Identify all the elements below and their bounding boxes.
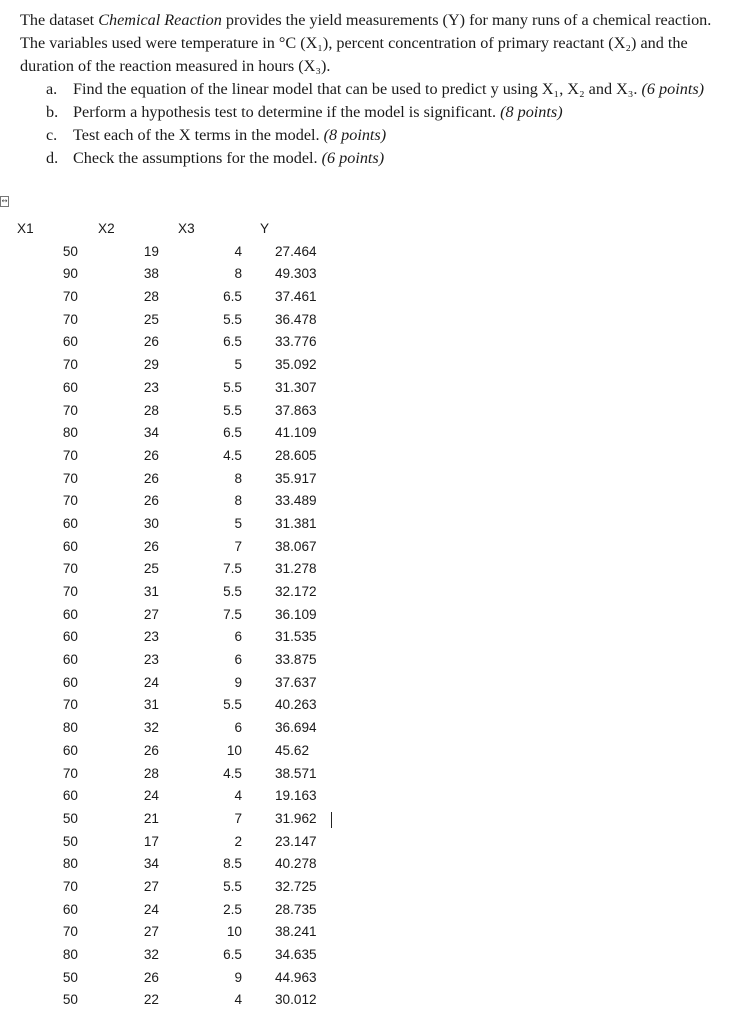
cell-x2: 34	[143, 425, 159, 441]
cell-x2: 30	[143, 515, 159, 531]
cell-y: 31.962	[275, 810, 317, 826]
table-row	[0, 581, 739, 604]
table-row	[0, 263, 739, 286]
question-letter: b.	[46, 103, 59, 121]
cell-x3: 6.5	[223, 947, 242, 962]
cell-x1: 60	[62, 629, 78, 645]
table-row	[0, 944, 739, 967]
table-row	[0, 241, 739, 264]
cell-x1: 70	[62, 289, 78, 305]
cell-x1: 60	[62, 901, 78, 917]
cell-y: 35.917	[275, 470, 317, 486]
cell-y: 37.461	[275, 289, 317, 305]
cell-y: 44.963	[275, 969, 317, 985]
cell-y: 36.694	[275, 720, 317, 736]
cell-x3: 5	[234, 515, 242, 531]
table-row	[0, 331, 739, 354]
table-row	[0, 649, 739, 672]
cell-x3: 7	[234, 810, 242, 826]
table-row	[0, 604, 739, 627]
cell-x1: 60	[62, 334, 78, 350]
cell-y: 33.776	[275, 334, 317, 350]
cell-x2: 21	[143, 810, 159, 826]
table-row	[0, 377, 739, 400]
cell-x3: 7.5	[223, 561, 242, 577]
question-points: (6 points)	[641, 80, 705, 98]
intro-paragraph	[20, 9, 736, 78]
cell-x1: 70	[62, 493, 78, 509]
cell-x1: 80	[62, 425, 78, 441]
cell-x3: 6.5	[223, 334, 242, 350]
cell-x3: 7.5	[223, 606, 242, 622]
dataset-name: Chemical Reaction	[98, 11, 222, 29]
table-row	[0, 490, 739, 513]
cell-x1: 80	[62, 856, 78, 872]
cell-x1: 80	[62, 947, 78, 962]
cell-y: 38.067	[275, 538, 317, 554]
question-points: (8 points)	[500, 103, 563, 121]
cell-y: 30.012	[275, 992, 317, 1008]
cell-x2: 24	[143, 788, 159, 804]
cell-x1: 60	[62, 606, 78, 622]
table-row	[0, 876, 739, 899]
cell-x3: 4.5	[223, 765, 242, 781]
cell-y: 31.381	[275, 515, 317, 531]
cell-y: 41.109	[275, 425, 317, 441]
table-row	[0, 694, 739, 717]
cell-x2: 26	[143, 493, 159, 509]
cell-y: 40.263	[275, 697, 317, 713]
text-cursor	[331, 812, 332, 828]
cell-y: 19.163	[275, 788, 317, 804]
cell-x2: 29	[143, 357, 159, 373]
table-row	[0, 831, 739, 854]
cell-x1: 50	[62, 243, 78, 259]
cell-y: 32.172	[275, 584, 317, 599]
table-row	[0, 422, 739, 445]
cell-x3: 9	[234, 674, 242, 690]
cell-x1: 60	[62, 652, 78, 668]
cell-x2: 28	[143, 289, 159, 305]
cell-x3: 4	[234, 243, 242, 259]
cell-y: 27.464	[275, 243, 317, 259]
cell-x3: 5.5	[223, 311, 242, 327]
table-row	[0, 445, 739, 468]
cell-x1: 70	[62, 357, 78, 373]
cell-x2: 25	[143, 311, 159, 327]
cell-x3: 10	[226, 924, 242, 940]
cell-x3: 5.5	[223, 379, 242, 395]
cell-y: 49.303	[275, 266, 317, 282]
table-row	[0, 921, 739, 944]
cell-x2: 38	[143, 266, 159, 282]
cell-x2: 23	[143, 379, 159, 395]
cell-x1: 60	[62, 538, 78, 554]
cell-x2: 26	[143, 538, 159, 554]
cell-y: 28.735	[275, 901, 317, 917]
cell-x2: 24	[143, 674, 159, 690]
table-move-handle-icon[interactable]: ↔	[1, 197, 8, 205]
cell-x3: 5.5	[223, 584, 242, 599]
table-row	[0, 853, 739, 876]
cell-y: 31.535	[275, 629, 317, 645]
cell-y: 28.605	[275, 447, 317, 463]
cell-x1: 70	[62, 311, 78, 327]
cell-x1: 80	[62, 720, 78, 736]
table-row	[0, 626, 739, 649]
cell-x1: 70	[62, 765, 78, 781]
table-row	[0, 967, 739, 990]
cell-x3: 5	[234, 357, 242, 373]
cell-x3: 9	[234, 969, 242, 985]
table-row	[0, 536, 739, 559]
cell-x3: 7	[234, 538, 242, 554]
cell-x2: 22	[143, 992, 159, 1008]
intro-text-start: The dataset	[20, 11, 99, 29]
table-row	[0, 286, 739, 309]
cell-x2: 26	[143, 742, 159, 758]
table-row	[0, 309, 739, 332]
cell-x3: 6.5	[223, 425, 242, 441]
cell-y: 37.863	[275, 402, 317, 418]
table-row	[0, 468, 739, 491]
header-x3: X3	[178, 221, 195, 236]
question-a	[20, 78, 736, 101]
header-x1: X1	[17, 221, 34, 236]
cell-y: 32.725	[275, 878, 317, 894]
table-row	[0, 400, 739, 423]
cell-x1: 70	[62, 924, 78, 940]
cell-x3: 8	[234, 266, 242, 282]
cell-x3: 5.5	[223, 697, 242, 713]
cell-x2: 31	[143, 584, 159, 599]
cell-x2: 23	[143, 652, 159, 668]
cell-y: 31.278	[275, 561, 317, 577]
cell-x3: 2	[234, 833, 242, 849]
table-row	[0, 558, 739, 581]
table-row	[0, 808, 739, 831]
question-list	[20, 78, 736, 170]
cell-x3: 5.5	[223, 402, 242, 418]
cell-x2: 26	[143, 969, 159, 985]
intro-text-end: provides the yield measurements (Y) for many runs of a chemical reaction. The variables used were temperature in °C (X₁), percent concentration of primary reactant (X₂) and the duration of the reaction measured in hours (X₃).	[20, 11, 712, 75]
cell-y: 35.092	[275, 357, 317, 373]
question-c	[20, 124, 736, 147]
cell-x1: 70	[62, 584, 78, 599]
table-row	[0, 513, 739, 536]
cell-x1: 60	[62, 515, 78, 531]
cell-x3: 4	[234, 992, 242, 1008]
cell-x1: 70	[62, 470, 78, 486]
cell-y: 37.637	[275, 674, 317, 690]
cell-x2: 27	[143, 606, 159, 622]
cell-x2: 26	[143, 334, 159, 350]
cell-x2: 27	[143, 924, 159, 940]
table-row	[0, 989, 739, 1012]
cell-x2: 32	[143, 720, 159, 736]
cell-x3: 10	[226, 742, 242, 758]
cell-y: 34.635	[275, 947, 317, 962]
cell-y: 33.489	[275, 493, 317, 509]
cell-y: 36.109	[275, 606, 317, 622]
cell-x3: 8	[234, 470, 242, 486]
cell-x3: 2.5	[223, 901, 242, 917]
cell-x2: 28	[143, 402, 159, 418]
cell-x2: 24	[143, 901, 159, 917]
table-row	[0, 717, 739, 740]
cell-x3: 6	[234, 629, 242, 645]
cell-x1: 60	[62, 674, 78, 690]
cell-y: 38.241	[275, 924, 317, 940]
cell-x2: 31	[143, 697, 159, 713]
cell-x3: 4	[234, 788, 242, 804]
cell-x3: 8	[234, 493, 242, 509]
question-text: Find the equation of the linear model that can be used to predict y using X₁, X₂ and X₃.	[73, 80, 642, 98]
cell-x1: 70	[62, 697, 78, 713]
cell-x2: 17	[143, 833, 159, 849]
cell-x2: 32	[143, 947, 159, 962]
cell-x1: 50	[62, 969, 78, 985]
question-b	[20, 101, 736, 124]
table-row	[0, 740, 739, 763]
cell-x2: 34	[143, 856, 159, 872]
cell-x1: 60	[62, 379, 78, 395]
cell-x1: 70	[62, 447, 78, 463]
table-header-row	[0, 218, 739, 241]
cell-x1: 60	[62, 742, 78, 758]
question-text: Check the assumptions for the model.	[73, 149, 322, 167]
question-letter: c.	[46, 126, 58, 144]
cell-x1: 70	[62, 561, 78, 577]
table-row	[0, 763, 739, 786]
cell-y: 31.307	[275, 379, 317, 395]
cell-x3: 6.5	[223, 289, 242, 305]
table-row	[0, 672, 739, 695]
cell-x2: 25	[143, 561, 159, 577]
cell-x3: 8.5	[223, 856, 242, 872]
cell-x1: 50	[62, 833, 78, 849]
cell-x1: 50	[62, 810, 78, 826]
cell-y: 45.62	[275, 742, 310, 758]
cell-x2: 27	[143, 878, 159, 894]
cell-x1: 50	[62, 992, 78, 1008]
cell-y: 23.147	[275, 833, 317, 849]
question-text: Test each of the X terms in the model.	[73, 126, 324, 144]
header-y: Y	[260, 221, 270, 236]
cell-x2: 28	[143, 765, 159, 781]
table-row	[0, 354, 739, 377]
question-letter: d.	[46, 149, 59, 167]
question-points: (8 points)	[323, 126, 387, 144]
data-table	[0, 218, 739, 1012]
cell-x3: 5.5	[223, 878, 242, 894]
cell-x2: 26	[143, 470, 159, 486]
cell-y: 33.875	[275, 652, 317, 668]
cell-x1: 70	[62, 402, 78, 418]
cell-x2: 23	[143, 629, 159, 645]
question-points: (6 points)	[321, 149, 385, 167]
table-row	[0, 899, 739, 922]
question-letter: a.	[46, 80, 58, 98]
cell-y: 40.278	[275, 856, 317, 872]
header-x2: X2	[98, 221, 115, 236]
cell-x2: 26	[143, 447, 159, 463]
question-text: Perform a hypothesis test to determine if the model is significant.	[73, 103, 501, 121]
cell-x3: 6	[234, 652, 242, 668]
table-row	[0, 785, 739, 808]
question-d	[20, 147, 736, 170]
cell-x3: 6	[234, 720, 242, 736]
cell-y: 36.478	[275, 311, 317, 327]
document-body	[20, 9, 736, 170]
cell-x1: 70	[62, 878, 78, 894]
cell-x1: 90	[62, 266, 78, 282]
cell-y: 38.571	[275, 765, 317, 781]
cell-x2: 19	[143, 243, 159, 259]
cell-x3: 4.5	[223, 447, 242, 463]
cell-x1: 60	[62, 788, 78, 804]
